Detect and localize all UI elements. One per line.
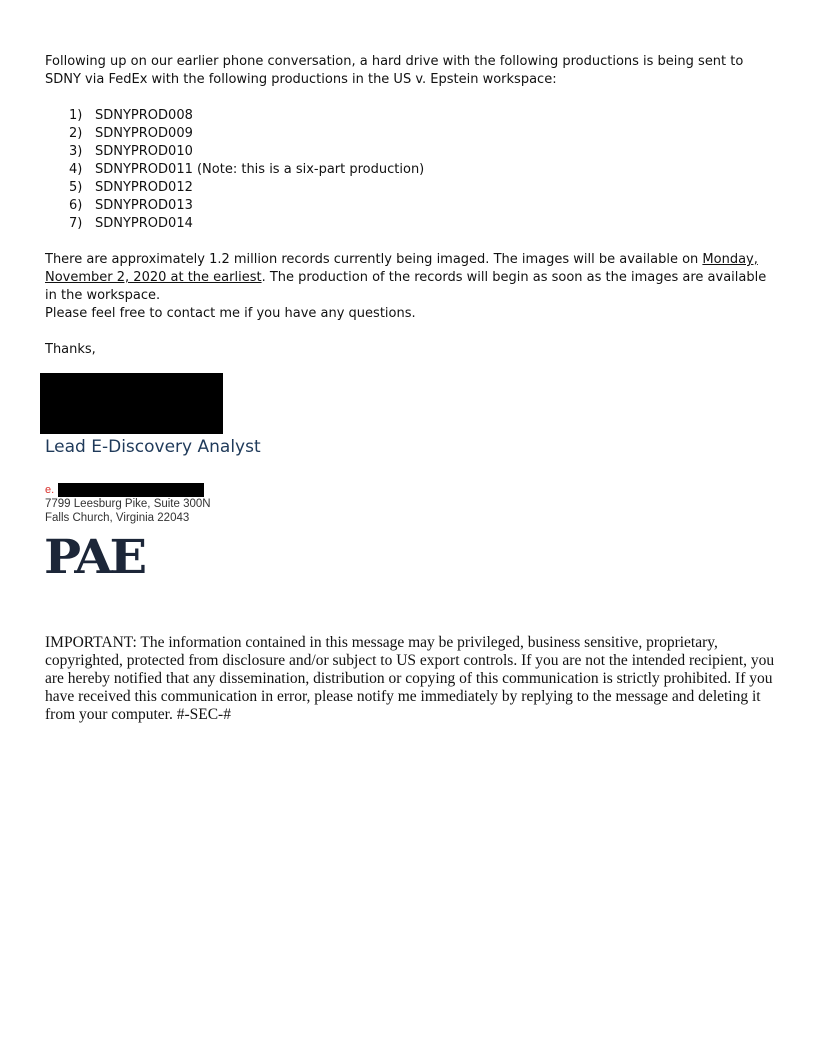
- list-number: 2): [69, 126, 83, 141]
- list-text: SDNYPROD013: [95, 198, 193, 213]
- company-logo: PAE: [44, 530, 144, 585]
- list-text: SDNYPROD012: [95, 180, 193, 195]
- list-item: [69, 125, 424, 143]
- address-line-1: 7799 Leesburg Pike, Suite 300N: [45, 498, 211, 510]
- email-prefix: e.: [45, 483, 55, 496]
- list-item: [69, 143, 424, 161]
- images-text-start: There are approximately 1.2 million records currently being imaged. The images will be available on: [45, 252, 703, 267]
- redacted-email-block: [58, 483, 204, 497]
- legal-disclaimer: IMPORTANT: The information contained in this message may be privileged, business sensitive, proprietary, copyrighted, protected from disclosure and/or subject to US export controls. If you are not the intended recipient, you are hereby notified that any dissemination, distribution or copying of this communication is strictly prohibited. If you have received this communication in error, please notify me immediately by replying to the message and deleting it from your computer. #-SEC-#: [45, 634, 775, 723]
- closing: Thanks,: [45, 342, 96, 357]
- list-item: [69, 197, 424, 215]
- list-item: [69, 107, 424, 125]
- list-number: 7): [69, 216, 83, 231]
- images-paragraph: [45, 251, 775, 305]
- list-number: 1): [69, 108, 83, 123]
- list-number: 5): [69, 180, 83, 195]
- images-text-end: . The production of the records will begin as soon as the images are available in the workspace.: [45, 270, 767, 303]
- list-item: [69, 161, 424, 179]
- intro-paragraph: Following up on our earlier phone conversation, a hard drive with the following productions is being sent to SDNY via FedEx with the following productions in the US v. Epstein workspace:: [45, 54, 744, 87]
- list-text: SDNYPROD014: [95, 216, 193, 231]
- production-list: [69, 107, 424, 233]
- availability-date: Monday, November 2, 2020 at the earliest: [45, 252, 758, 285]
- address-line-2: Falls Church, Virginia 22043: [45, 512, 190, 524]
- list-number: 4): [69, 162, 83, 177]
- list-text: SDNYPROD010: [95, 144, 193, 159]
- list-item: [69, 179, 424, 197]
- list-number: 6): [69, 198, 83, 213]
- list-item: [69, 215, 424, 233]
- signature-email-line: [45, 482, 204, 497]
- redacted-name-block: [40, 373, 223, 434]
- list-number: 3): [69, 144, 83, 159]
- list-text: SDNYPROD009: [95, 126, 193, 141]
- contact-paragraph: Please feel free to contact me if you have any questions.: [45, 306, 416, 321]
- signature-title: Lead E-Discovery Analyst: [45, 437, 261, 457]
- list-text: SDNYPROD008: [95, 108, 193, 123]
- list-text: SDNYPROD011 (Note: this is a six-part production): [95, 162, 425, 177]
